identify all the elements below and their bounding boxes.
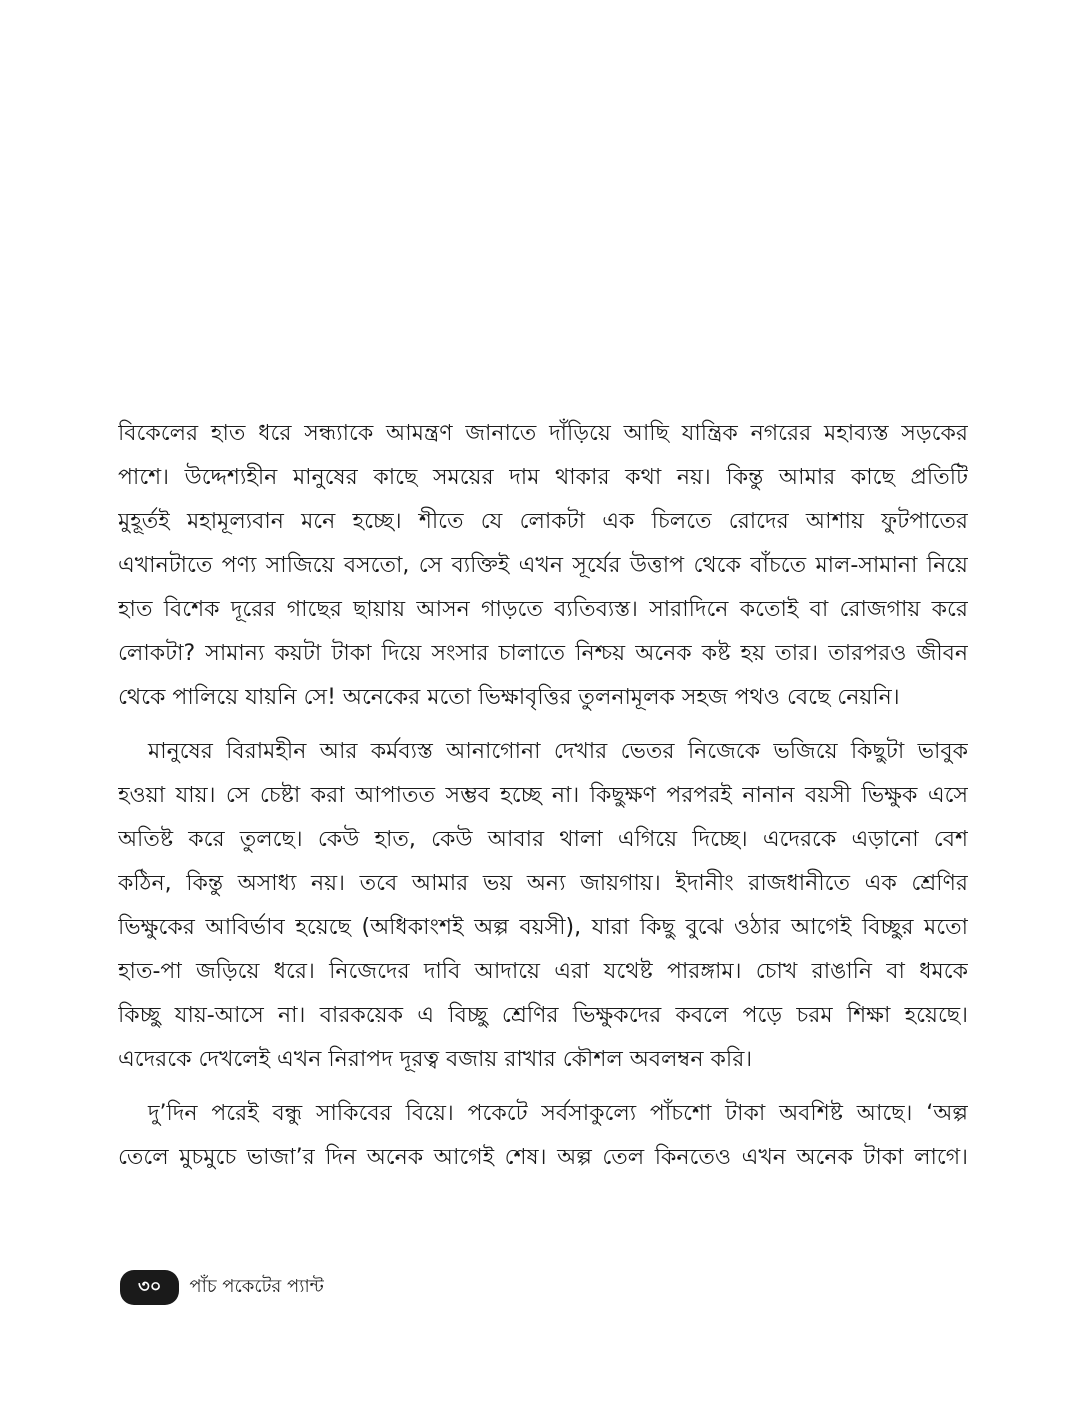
text-line: হওয়া যায়। সে চেষ্টা করা আপাতত সম্ভব হচ্ছে না। কিছুক্ষণ পরপরই নানান বয়সী ভিক্ষুক এসে: [118, 783, 968, 808]
paragraph-3: [118, 1092, 968, 1180]
text-line: এখানটাতে পণ্য সাজিয়ে বসতো, সে ব্যক্তিই এখন সূর্যের উত্তাপ থেকে বাঁচতে মাল-সামানা নিয়ে: [118, 553, 968, 578]
text-line: থেকে পালিয়ে যায়নি সে! অনেকের মতো ভিক্ষাবৃত্তির তুলনামূলক সহজ পথও বেছে নেয়নি।: [118, 685, 900, 710]
text-line: কিচ্ছু যায়-আসে না। বারকয়েক এ বিচ্ছু শ্রেণির ভিক্ষুকদের কবলে পড়ে চরম শিক্ষা হয়েছে।: [118, 1003, 968, 1028]
text-line: অতিষ্ট করে তুলছে। কেউ হাত, কেউ আবার থালা এগিয়ে দিচ্ছে। এদেরকে এড়ানো বেশ: [118, 827, 968, 852]
page-number: ৩০: [120, 1270, 179, 1305]
paragraph-2: [118, 730, 968, 1082]
text-line: দু’দিন পরেই বন্ধু সাকিবের বিয়ে। পকেটে সর্বসাকুল্যে পাঁচশো টাকা অবশিষ্ট আছে। ‘অল্প: [148, 1101, 968, 1126]
text-line: বিকেলের হাত ধরে সন্ধ্যাকে আমন্ত্রণ জানাতে দাঁড়িয়ে আছি যান্ত্রিক নগরের মহাব্যস্ত সড়কের: [118, 421, 968, 446]
text-line: হাত বিশেক দূরের গাছের ছায়ায় আসন গাড়তে ব্যতিব্যস্ত। সারাদিনে কতোই বা রোজগায় করে: [118, 597, 968, 622]
text-line: তেলে মুচমুচে ভাজা’র দিন অনেক আগেই শেষ। অল্প তেল কিনতেও এখন অনেক টাকা লাগে।: [118, 1145, 968, 1170]
text-line: মানুষের বিরামহীন আর কর্মব্যস্ত আনাগোনা দেখার ভেতর নিজেকে ভজিয়ে কিছুটা ভাবুক: [148, 739, 968, 764]
page-footer: [120, 1270, 324, 1305]
text-line: এদেরকে দেখলেই এখন নিরাপদ দূরত্ব বজায় রাখার কৌশল অবলম্বন করি।: [118, 1047, 753, 1072]
text-line: ভিক্ষুকের আবির্ভাব হয়েছে (অধিকাংশই অল্প বয়সী), যারা কিছু বুঝে ওঠার আগেই বিচ্ছুর মতো: [118, 915, 968, 940]
text-line: কঠিন, কিন্তু অসাধ্য নয়। তবে আমার ভয় অন্য জায়গায়। ইদানীং রাজধানীতে এক শ্রেণির: [118, 871, 968, 896]
text-line: পাশে। উদ্দেশ্যহীন মানুষের কাছে সময়ের দাম থাকার কথা নয়। কিন্তু আমার কাছে প্রতিটি: [118, 465, 968, 490]
text-line: হাত-পা জড়িয়ে ধরে। নিজেদের দাবি আদায়ে এরা যথেষ্ট পারঙ্গাম। চোখ রাঙানি বা ধমকে: [118, 959, 968, 984]
text-line: মুহূর্তই মহামূল্যবান মনে হচ্ছে। শীতে যে লোকটা এক চিলতে রোদের আশায় ফুটপাতের: [118, 509, 968, 534]
text-line: লোকটা? সামান্য কয়টা টাকা দিয়ে সংসার চালাতে নিশ্চয় অনেক কষ্ট হয় তার। তারপরও জীবন: [118, 641, 968, 666]
book-title: পাঁচ পকেটের প্যান্ট: [189, 1276, 324, 1297]
paragraph-1: [118, 412, 968, 720]
body-text: [118, 412, 968, 1190]
